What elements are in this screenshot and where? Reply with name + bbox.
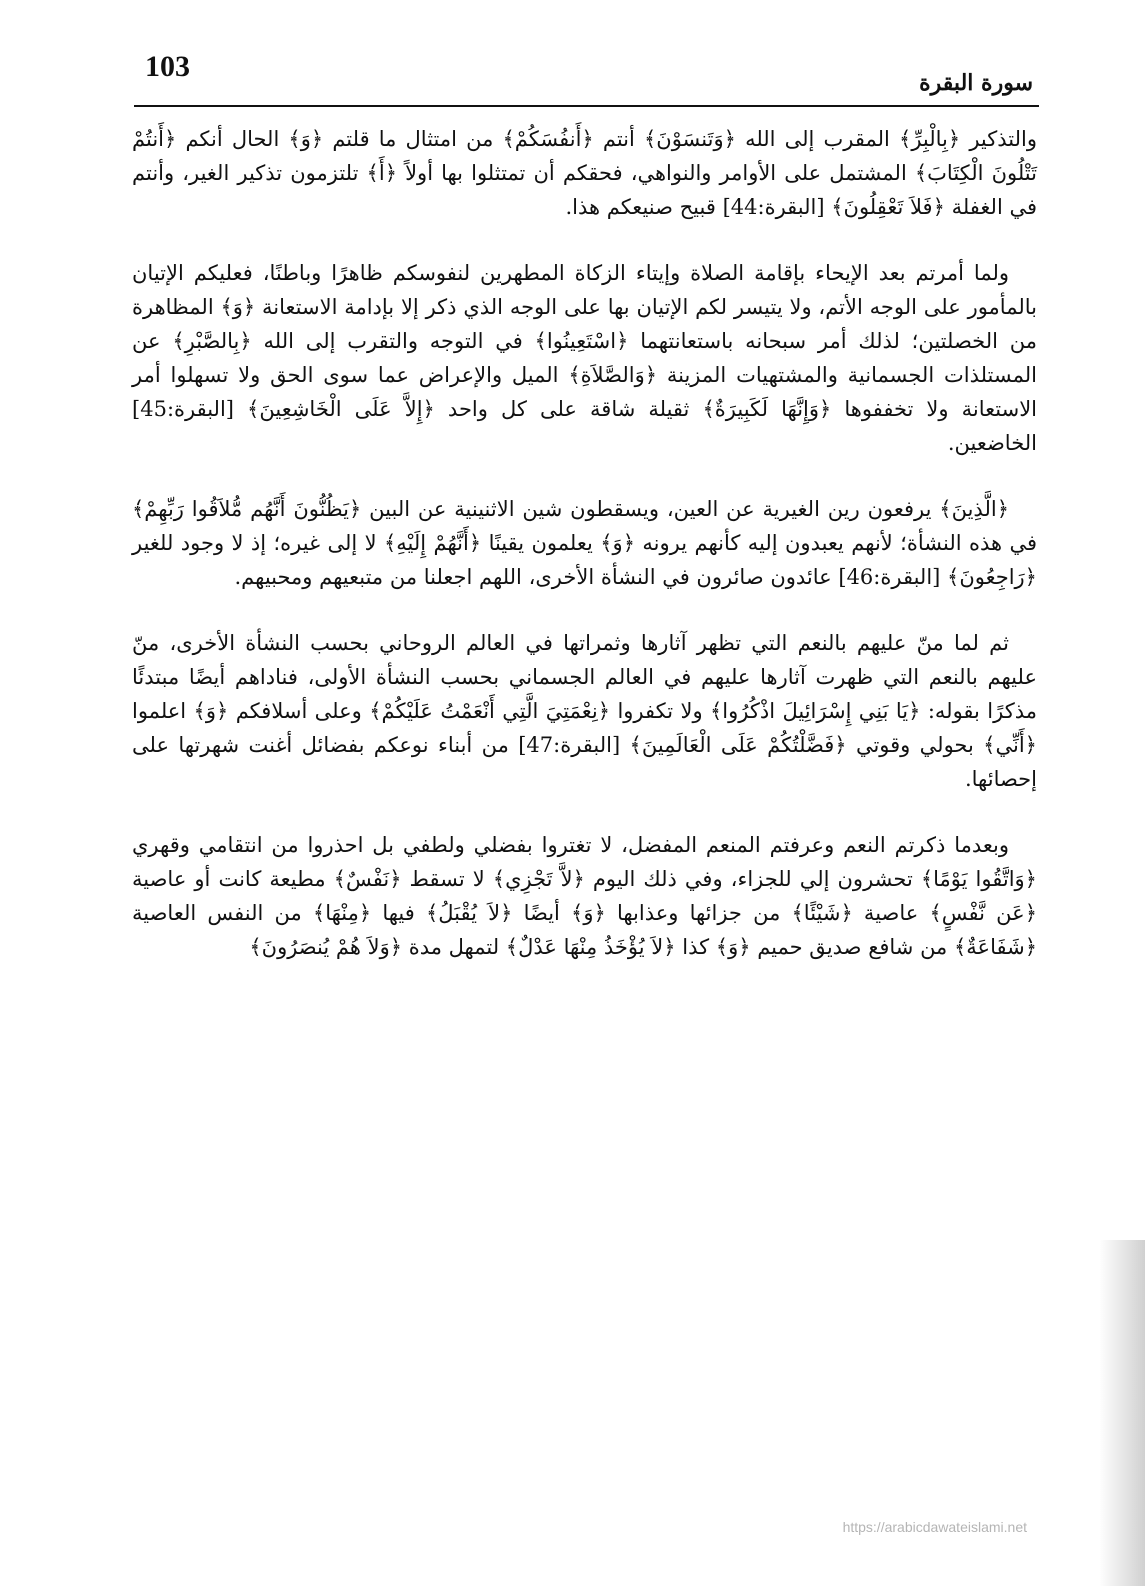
paragraph-2: ولما أمرتم بعد الإيحاء بإقامة الصلاة وإيتاء الزكاة المطهرين لنفوسكم ظاهرًا وباطنًا، فعليكم الإتيان بالمأمور على الوجه الأتم، ولا يتيسر لكم الإتيان بها على الوجه الذي ذكر إلا بإدامة الاستعانة ﴿وَ﴾ المظاهرة من الخصلتين؛ لذلك أمر سبحانه باستعانتهما ﴿اسْتَعِينُوا﴾ في التوجه والتقرب إلى الله ﴿بِالصَّبْرِ﴾ عن المستلذات الجسمانية والمشتهيات المزينة ﴿وَالصَّلاَةِ﴾ الميل والإعراض عما سوى الحق ولا تسهلوا أمر الاستعانة ولا تخففوها ﴿وَإِنَّهَا لَكَبِيرَةٌ﴾ ثقيلة شاقة على كل واحد ﴿إِلاَّ عَلَى الْخَاشِعِينَ﴾ [البقرة:45] الخاضعين. bbox=[132, 261, 1037, 456]
page-number: 103 bbox=[145, 50, 190, 83]
body-text bbox=[132, 122, 1037, 964]
paragraph-4: ثم لما منّ عليهم بالنعم التي تظهر آثارها وثمراتها في العالم الروحاني بحسب النشأة الأخرى، منّ عليهم بالنعم التي ظهرت آثارها عليهم في العالم الجسماني بحسب النشأة الأولى، فناداهم أيضًا مبتدئًا مذكرًا بقوله: ﴿يَا بَنِي إِسْرَائِيلَ اذْكُرُوا﴾ ولا تكفروا ﴿نِعْمَتِيَ الَّتِي أَنْعَمْتُ عَلَيْكُمْ﴾ وعلى أسلافكم ﴿وَ﴾ اعلموا ﴿أَنِّي﴾ بحولي وقوتي ﴿فَضَّلْتُكُمْ عَلَى الْعَالَمِينَ﴾ [البقرة:47] من أبناء نوعكم بفضائل أغنت شهرتها على إحصائها. bbox=[132, 631, 1037, 792]
paragraph-3: ﴿الَّذِينَ﴾ يرفعون رين الغيرية عن العين، ويسقطون شين الاثنينية عن البين ﴿يَظُنُّونَ أَنَّهُم مُّلاَقُوا رَبِّهِمْ﴾ في هذه النشأة؛ لأنهم يعبدون إليه كأنهم يرونه ﴿وَ﴾ يعلمون يقينًا ﴿أَنَّهُمْ إِلَيْهِ﴾ لا إلى غيره؛ إذ لا وجود للغير ﴿رَاجِعُونَ﴾ [البقرة:46] عائدون صائرون في النشأة الأخرى، اللهم اجعلنا من متبعيهم ومحبيهم. bbox=[132, 497, 1037, 590]
paragraph-5: وبعدما ذكرتم النعم وعرفتم المنعم المفضل، لا تغتروا بفضلي ولطفي بل احذروا من انتقامي وقهري ﴿وَاتَّقُوا يَوْمًا﴾ تحشرون إلي للجزاء، وفي ذلك اليوم ﴿لاَّ تَجْزِي﴾ لا تسقط ﴿نَفْسٌ﴾ مطيعة كانت أو عاصية ﴿عَن نَّفْسٍ﴾ عاصية ﴿شَيْئًا﴾ من جزائها وعذابها ﴿وَ﴾ أيضًا ﴿لاَ يُقْبَلُ﴾ فيها ﴿مِنْهَا﴾ من النفس العاصية ﴿شَفَاعَةٌ﴾ من شافع صديق حميم ﴿وَ﴾ كذا ﴿لاَ يُؤْخَذُ مِنْهَا عَدْلٌ﴾ لتمهل مدة ﴿وَلاَ هُمْ يُنصَرُونَ﴾ bbox=[132, 833, 1037, 960]
scan-edge-shadow bbox=[1099, 1240, 1145, 1586]
header-divider bbox=[134, 105, 1039, 107]
paragraph-1: والتذكير ﴿بِالْبِرِّ﴾ المقرب إلى الله ﴿وَتَنسَوْنَ﴾ أنتم ﴿أَنفُسَكُمْ﴾ من امتثال ما قلتم ﴿وَ﴾ الحال أنكم ﴿أَنتُمْ تَتْلُونَ الْكِتَابَ﴾ المشتمل على الأوامر والنواهي، فحقكم أن تمتثلوا بها أولاً ﴿أَ﴾ تلتزمون تذكير الغير، وأنتم في الغفلة ﴿فَلاَ تَعْقِلُونَ﴾ [البقرة:44] قبيح صنيعكم هذا. bbox=[132, 127, 1037, 220]
surah-title: سورة البقرة bbox=[919, 70, 1033, 96]
watermark-url: https://arabicdawateislami.net bbox=[842, 1519, 1027, 1535]
